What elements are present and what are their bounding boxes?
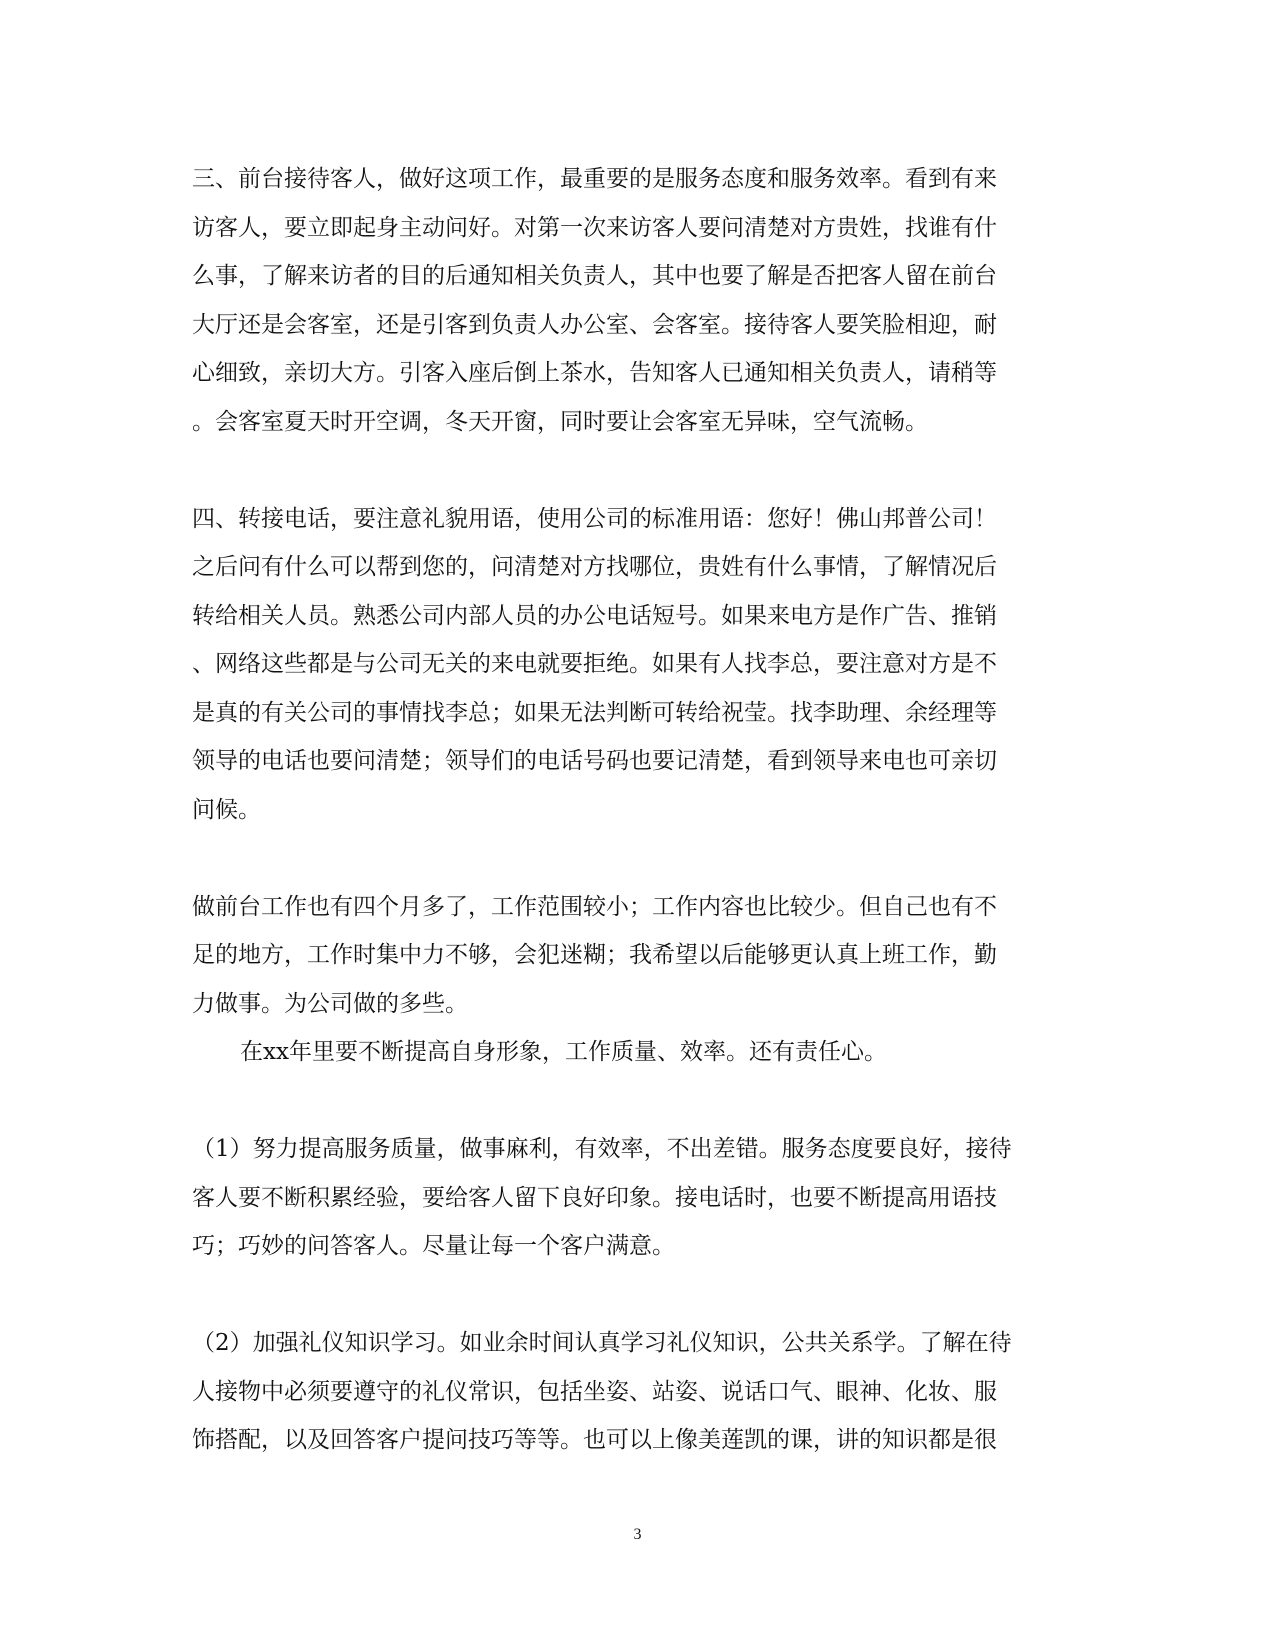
text-line: 足的地方，工作时集中力不够，会犯迷糊；我希望以后能够更认真上班工作，勤 — [192, 942, 997, 968]
paragraph-goals — [192, 1028, 1084, 1077]
paragraph-phone — [192, 495, 1084, 835]
text-line: 之后问有什么可以帮到您的，问清楚对方找哪位，贵姓有什么事情，了解情况后 — [192, 554, 997, 580]
text-line: 是真的有关公司的事情找李总；如果无法判断可转给祝莹。找李助理、余经理等 — [192, 699, 997, 726]
text-line: 四、转接电话，要注意礼貌用语，使用公司的标准用语：您好！佛山邦普公司！ — [192, 505, 997, 532]
page-number: 3 — [633, 1526, 642, 1543]
text-line: 心细致，亲切大方。引客入座后倒上茶水，告知客人已通知相关负责人，请稍等 — [192, 360, 997, 386]
text-line: 转给相关人员。熟悉公司内部人员的办公电话短号。如果来电方是作广告、推销 — [192, 602, 997, 629]
text-line: 领导的电话也要问清楚；领导们的电话号码也要记清楚，看到领导来电也可亲切 — [192, 748, 997, 774]
document-body — [192, 155, 1084, 1465]
paragraph-item-2 — [192, 1319, 1084, 1465]
text-line: 人接物中必须要遵守的礼仪常识，包括坐姿、站姿、说话口气、眼神、化妆、服 — [192, 1378, 997, 1405]
text-line: 么事，了解来访者的目的后通知相关负责人，其中也要了解是否把客人留在前台 — [192, 263, 997, 289]
text-line: 。会客室夏天时开空调，冬天开窗，同时要让会客室无异味，空气流畅。 — [192, 408, 928, 435]
text-line: 力做事。为公司做的多些。 — [192, 990, 468, 1017]
text-line: 在xx年里要不断提高自身形象，工作质量、效率。还有责任心。 — [240, 1039, 887, 1065]
paragraph-spacer — [192, 1271, 1084, 1320]
text-line: 访客人，要立即起身主动问好。对第一次来访客人要问清楚对方贵姓，找谁有什 — [192, 214, 997, 241]
text-line: 做前台工作也有四个月多了，工作范围较小；工作内容也比较少。但自己也有不 — [192, 893, 997, 920]
text-line: 问候。 — [192, 796, 261, 823]
text-line: 、网络这些都是与公司无关的来电就要拒绝。如果有人找李总，要注意对方是不 — [192, 651, 997, 677]
paragraph-spacer — [192, 1077, 1084, 1126]
text-line: 三、前台接待客人，做好这项工作，最重要的是服务态度和服务效率。看到有来 — [192, 166, 997, 192]
text-line: （1）努力提高服务质量，做事麻利，有效率，不出差错。服务态度要良好，接待 — [192, 1136, 1012, 1162]
text-line: 巧；巧妙的问答客人。尽量让每一个客户满意。 — [192, 1233, 675, 1259]
text-line: 大厅还是会客室，还是引客到负责人办公室、会客室。接待客人要笑脸相迎，耐 — [192, 311, 997, 338]
paragraph-spacer — [192, 834, 1084, 883]
text-line: 饰搭配，以及回答客户提问技巧等等。也可以上像美莲凯的课，讲的知识都是很 — [192, 1427, 997, 1453]
paragraph-item-1 — [192, 1125, 1084, 1271]
text-line: 客人要不断积累经验，要给客人留下良好印象。接电话时，也要不断提高用语技 — [192, 1184, 997, 1211]
text-line: （2）加强礼仪知识学习。如业余时间认真学习礼仪知识，公共关系学。了解在待 — [192, 1330, 1012, 1356]
paragraph-self-review — [192, 883, 1084, 1029]
paragraph-spacer — [192, 446, 1084, 495]
paragraph-reception — [192, 155, 1084, 446]
